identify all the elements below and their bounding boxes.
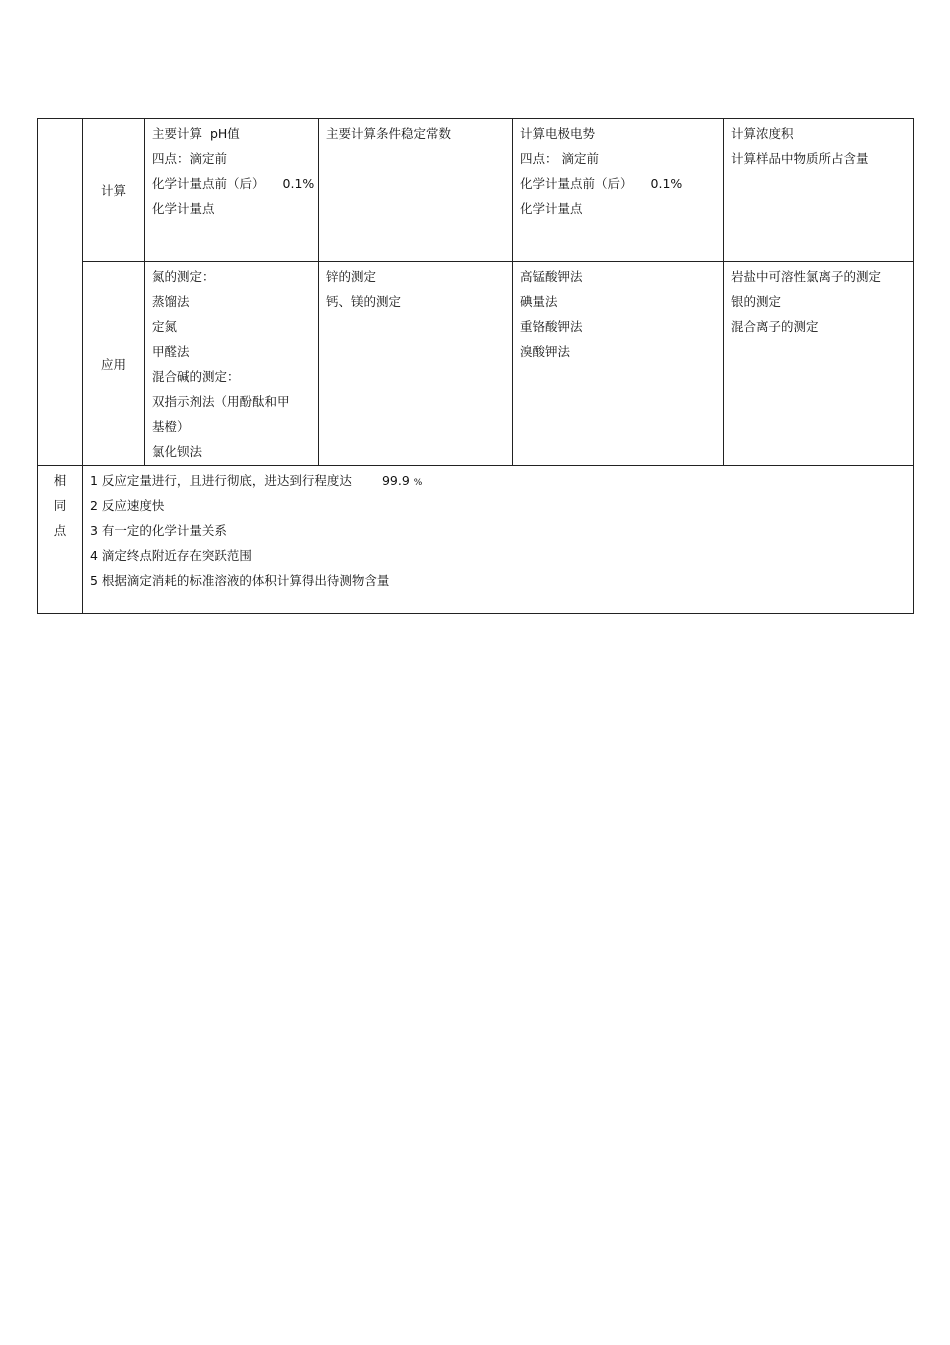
calc-redox-equivalence: 化学计量点 [520,201,583,216]
app-item: 氯化钡法 [152,444,203,459]
app-item: 高锰酸钾法 [520,269,583,284]
application-label-cell [83,262,145,466]
app-item: 蒸馏法 [152,294,190,309]
common-item-3: 3 有一定的化学计量关系 [90,523,227,538]
app-item: 基橙） [152,419,190,434]
calc-acid-base-cell [145,119,319,262]
app-precipitation-cell [724,262,914,466]
calc-precipitation-cell [724,119,914,262]
app-item: 重铬酸钾法 [520,319,583,334]
calc-ph-value: pH值 [209,126,240,141]
app-item: 氮的测定： [152,269,215,284]
common-points-cell [83,466,914,614]
app-acid-base-cell [145,262,319,466]
common-label-char: 相 [53,473,67,488]
app-item: 溴酸钾法 [520,344,571,359]
calc-redox-four-points: 四点： 滴定前 [520,151,599,166]
application-label: 应用 [100,356,126,372]
app-complex-cell [319,262,513,466]
calc-equivalence-point: 化学计量点 [152,201,215,216]
calc-electrode-potential: 计算电极电势 [520,126,596,141]
calc-redox-before-after: 化学计量点前（后） [520,176,633,191]
common-item-1: 1 反应定量进行，且进行彻底，进达到行程度达 [90,473,352,488]
app-item: 锌的测定 [326,269,377,284]
app-redox-cell [513,262,724,466]
app-item: 甲醛法 [152,344,190,359]
application-row [38,262,914,466]
calc-complex-cell [319,119,513,262]
common-label-char: 同 [53,498,67,513]
calc-row [38,119,914,262]
app-item: 双指示剂法（用酚酞和甲 [152,394,290,409]
app-item: 混合离子的测定 [731,319,819,334]
app-item: 银的测定 [731,294,782,309]
calc-label: 计算 [100,183,126,198]
calc-stability-constant: 主要计算条件稳定常数 [326,126,452,141]
blank-category-cell [38,119,83,466]
calc-percent: 0.1% [282,176,315,191]
common-item-4: 4 滴定终点附近存在突跃范围 [90,548,252,563]
comparison-table [37,118,914,614]
common-label-char: 点 [53,523,67,538]
common-item-5: 5 根据滴定消耗的标准溶液的体积计算得出待测物含量 [90,573,390,588]
calc-solubility-product: 计算浓度积 [731,126,794,141]
calc-redox-percent: 0.1% [650,176,683,191]
calc-four-points: 四点：滴定前 [152,151,228,166]
calc-redox-cell [513,119,724,262]
app-item: 碘量法 [520,294,558,309]
common-points-row [38,466,914,614]
app-item: 定氮 [152,319,178,334]
common-item-1-value: 99.9 [381,473,410,488]
app-item: 混合碱的测定： [152,369,240,384]
common-label-cell [38,466,83,614]
calc-sample-content: 计算样品中物质所占含量 [731,151,869,166]
calc-main-label: 主要计算 [152,126,203,141]
calc-label-cell [83,119,145,262]
app-item: 钙、镁的测定 [326,294,402,309]
common-item-2: 2 反应速度快 [90,498,165,513]
app-item: 岩盐中可溶性氯离子的测定 [731,269,882,284]
calc-before-after: 化学计量点前（后） [152,176,265,191]
common-item-1-unit: % [413,478,423,488]
